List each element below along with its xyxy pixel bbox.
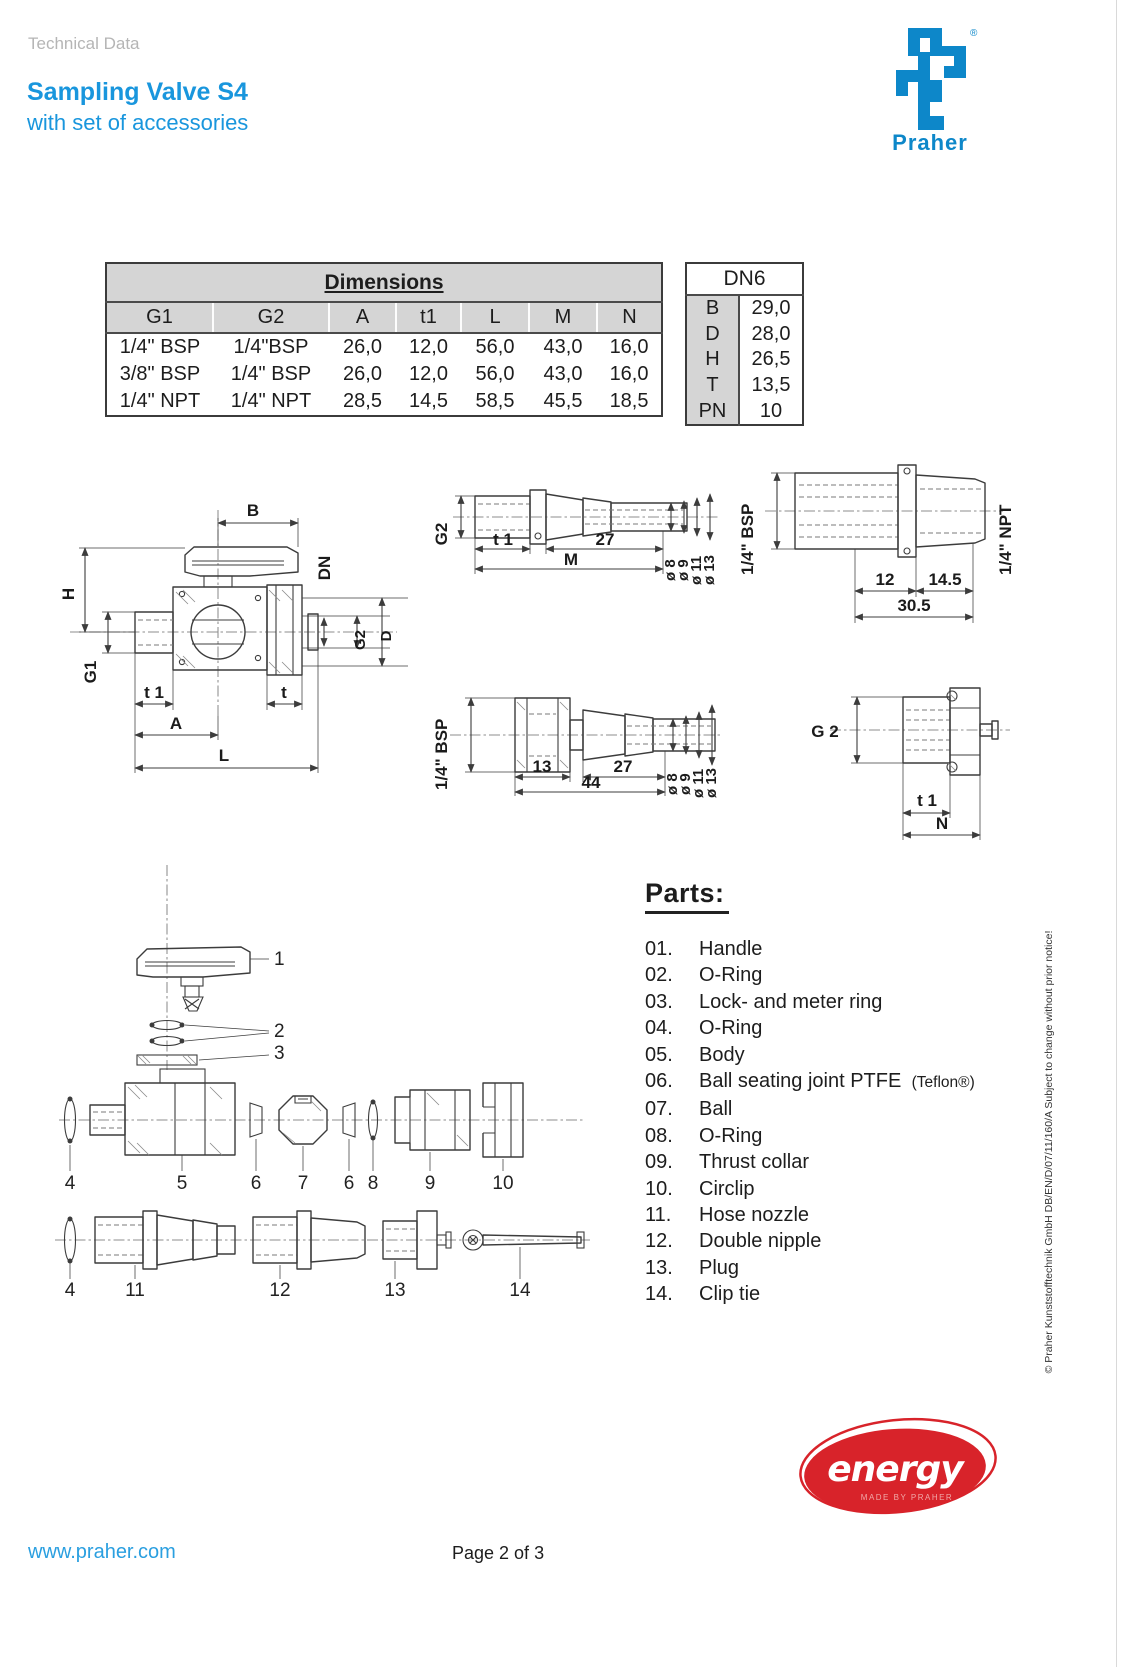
dim-label-14-5: 14.5 (928, 570, 962, 589)
callout-3: 3 (274, 1043, 285, 1064)
plug-drawing (785, 638, 1020, 843)
table-cell: 12,0 (396, 333, 461, 361)
parts-list-item (645, 1042, 1045, 1068)
dim-label-N: N (935, 814, 949, 833)
dim-label-L: L (218, 746, 230, 765)
part-number: 10. (645, 1177, 673, 1200)
table-cell: 10 (739, 398, 803, 425)
part-label: Plug (699, 1256, 740, 1279)
part-number: 01. (645, 938, 673, 960)
part-label: O-Ring (699, 1124, 763, 1147)
callout-8: 8 (367, 1173, 379, 1194)
part-label: Body (699, 1043, 745, 1066)
part-number: 14. (645, 1283, 673, 1306)
callout-5: 5 (176, 1173, 188, 1194)
dim-label-A: A (169, 714, 183, 733)
part-number: 02. (645, 964, 673, 987)
callout-11: 11 (125, 1280, 145, 1301)
dim-label-d13: ø 13 (701, 554, 718, 585)
parts-list-item (645, 1281, 1045, 1307)
callout-4b: 4 (64, 1280, 76, 1301)
row-header: T (686, 373, 739, 399)
dim-label-d8: ø 8 (664, 773, 681, 795)
dim-label-27: 27 (595, 530, 615, 549)
table-row (106, 333, 662, 361)
praher-logo (878, 24, 983, 154)
dim-label-27: 27 (613, 757, 633, 776)
dim-label-H: H (59, 587, 78, 601)
part-label: O-Ring (699, 964, 763, 987)
table-row (686, 398, 803, 425)
registered-mark: ® (970, 28, 978, 39)
dim-label-d13: ø 13 (703, 767, 720, 798)
dim-label-bsp: 1/4" BSP (432, 718, 451, 790)
dim-label-D: D (378, 630, 395, 642)
callout-6b: 6 (343, 1173, 355, 1194)
dimensions-table (105, 262, 661, 417)
valve-section-drawing (52, 448, 412, 783)
part-label: Double nipple (699, 1230, 822, 1253)
table-cell: 56,0 (461, 333, 529, 361)
table-cell: 16,0 (597, 361, 662, 388)
table-row (686, 347, 803, 373)
part-number: 03. (645, 990, 673, 1013)
callout-4: 4 (64, 1173, 76, 1194)
part-number: 06. (645, 1070, 673, 1093)
column-header: G2 (213, 302, 329, 333)
callout-12: 12 (269, 1280, 291, 1301)
table-cell: 1/4" BSP (213, 361, 329, 388)
dimensions-header-row (106, 302, 662, 333)
parts-list-item (645, 1123, 1045, 1149)
dim-label-M: M (563, 550, 579, 569)
table-cell: 43,0 (529, 333, 597, 361)
dim-label-G1: G1 (81, 660, 100, 684)
table-cell: 43,0 (529, 361, 597, 388)
table-cell: 1/4" NPT (106, 388, 213, 416)
column-header: A (329, 302, 396, 333)
parts-list (645, 936, 1045, 1308)
parts-list-item (645, 1096, 1045, 1122)
dim-label-d9: ø 9 (675, 559, 692, 581)
part-number: 11. (645, 1204, 672, 1227)
table-cell: 3/8" BSP (106, 361, 213, 388)
dim-label-d9: ø 9 (677, 773, 694, 795)
column-header: G1 (106, 302, 213, 333)
dim-label-npt: 1/4" NPT (996, 504, 1015, 575)
table-cell: 26,0 (329, 361, 396, 388)
dim-label-t1: t 1 (917, 791, 937, 810)
table-row (106, 388, 662, 416)
table-cell: 1/4"BSP (213, 333, 329, 361)
part-number: 09. (645, 1151, 673, 1174)
callout-6: 6 (250, 1173, 262, 1194)
part-label: Thrust collar (699, 1151, 810, 1174)
dimensions-table-title: Dimensions (324, 270, 444, 294)
part-number: 08. (645, 1124, 673, 1147)
parts-list-item (645, 1255, 1045, 1281)
row-header: D (686, 322, 739, 348)
dim-label-t1: t 1 (493, 530, 513, 549)
parts-list-item (645, 962, 1045, 988)
table-cell: 28,0 (739, 322, 803, 348)
table-cell: 26,5 (739, 347, 803, 373)
part-label: Clip tie (699, 1283, 761, 1306)
table-cell: 58,5 (461, 388, 529, 416)
parts-list-item (645, 1149, 1045, 1175)
page-edge (1116, 0, 1117, 1667)
table-cell: 13,5 (739, 373, 803, 399)
dim-label-12: 12 (875, 570, 895, 589)
callout-10: 10 (492, 1173, 514, 1194)
page-subtitle: with set of accessories (27, 110, 249, 135)
page-number: Page 2 of 3 (452, 1543, 545, 1563)
parts-list-item (645, 1068, 1045, 1096)
table-cell: 1/4" NPT (213, 388, 329, 416)
dn6-table (685, 262, 802, 426)
part-label: O-Ring (699, 1017, 763, 1040)
page-title: Sampling Valve S4 (27, 78, 248, 106)
praher-logo-text: Praher (892, 130, 968, 154)
dim-label-t: t (281, 683, 287, 702)
dim-label-t1: t 1 (144, 683, 164, 702)
column-header: M (529, 302, 597, 333)
part-number: 07. (645, 1098, 673, 1121)
column-header: N (597, 302, 662, 333)
part-number: 12. (645, 1230, 673, 1253)
dim-label-G2: G2 (352, 629, 369, 651)
part-label: Lock- and meter ring (699, 990, 883, 1013)
table-row (686, 295, 803, 322)
dn6-table-title: DN6 (723, 267, 766, 290)
parts-list-item (645, 1228, 1045, 1254)
part-label: Circlip (699, 1177, 755, 1200)
table-row (106, 361, 662, 388)
part-label: Handle (699, 938, 763, 960)
table-cell: 26,0 (329, 333, 396, 361)
table-cell: 12,0 (396, 361, 461, 388)
table-cell: 18,5 (597, 388, 662, 416)
part-number: 05. (645, 1043, 673, 1066)
exploded-parts-diagram (25, 855, 595, 1315)
double-nipple-drawing (735, 445, 1025, 635)
table-cell: 16,0 (597, 333, 662, 361)
parts-list-item (645, 1176, 1045, 1202)
part-note: (Teflon®) (907, 1074, 975, 1092)
nozzle-bsp-drawing (425, 630, 725, 798)
copyright-note: © Praher Kunststofftechnik GmbH DB/EN/D/07/11/160/A Subject to change without prior notice! (1043, 930, 1055, 1374)
website-link[interactable]: www.praher.com (28, 1541, 176, 1563)
dim-label-DN: DN (315, 555, 334, 581)
dim-label-d11: ø 11 (690, 768, 707, 798)
dimensions-table-title-row (106, 263, 662, 302)
parts-list-item (645, 936, 1045, 962)
energy-logo-tagline: MADE BY PRAHER (860, 1493, 954, 1502)
callout-14: 14 (509, 1280, 531, 1301)
callout-9: 9 (424, 1173, 436, 1194)
part-number: 13. (645, 1256, 673, 1279)
dim-label-d8: ø 8 (662, 559, 679, 581)
parts-list-item (645, 1202, 1045, 1228)
praher-logo-mark (896, 28, 966, 130)
dim-label-bsp: 1/4" BSP (738, 503, 757, 575)
parts-heading: Parts: (645, 878, 729, 914)
part-label: Ball (699, 1098, 733, 1121)
dim-label-B: B (246, 501, 260, 520)
parts-list-item (645, 989, 1045, 1015)
dim-label-44: 44 (581, 773, 601, 792)
dn6-title-row (686, 263, 803, 295)
part-number: 04. (645, 1017, 673, 1040)
dim-label-g2: G2 (432, 522, 451, 546)
row-header: H (686, 347, 739, 373)
parts-list-item (645, 1015, 1045, 1041)
table-row (686, 373, 803, 399)
dim-label-g2: G 2 (811, 722, 839, 741)
column-header: t1 (396, 302, 461, 333)
callout-13: 13 (384, 1280, 406, 1301)
part-label: Hose nozzle (699, 1204, 810, 1227)
row-header: B (686, 295, 739, 322)
callout-7: 7 (297, 1173, 309, 1194)
hose-nozzle-drawing (425, 448, 725, 586)
dim-label-d11: ø 11 (688, 555, 705, 585)
dim-label-13: 13 (532, 757, 552, 776)
table-row (686, 322, 803, 348)
column-header: L (461, 302, 529, 333)
table-cell: 28,5 (329, 388, 396, 416)
table-cell: 1/4" BSP (106, 333, 213, 361)
part-label: Ball seating joint PTFE (Teflon®) (699, 1070, 975, 1093)
document-type-label: Technical Data (28, 34, 140, 53)
energy-logo-text: energy (827, 1449, 963, 1490)
callout-2: 2 (274, 1021, 285, 1042)
row-header: PN (686, 398, 739, 425)
parts-section (645, 878, 1045, 1308)
energy-logo (795, 1414, 1000, 1529)
dn6-table-body (686, 295, 803, 425)
callout-1: 1 (274, 949, 285, 970)
table-cell: 45,5 (529, 388, 597, 416)
table-cell: 56,0 (461, 361, 529, 388)
table-cell: 29,0 (739, 295, 803, 322)
dim-label-30-5: 30.5 (897, 596, 931, 615)
table-cell: 14,5 (396, 388, 461, 416)
dimensions-table-body (106, 333, 662, 416)
